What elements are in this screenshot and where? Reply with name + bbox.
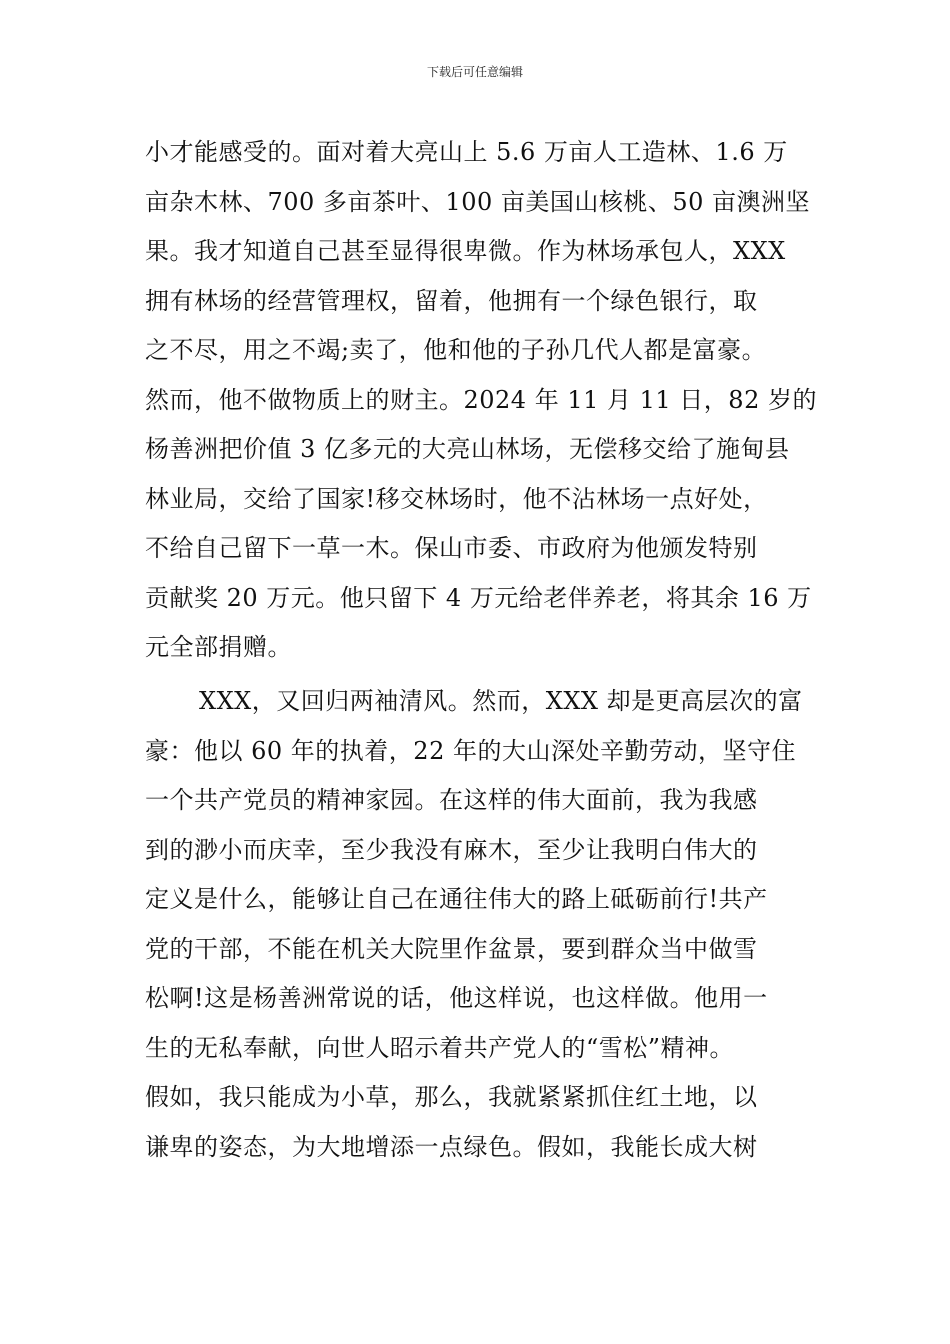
text-line: 拥有林场的经营管理权，留着，他拥有一个绿色银行，取: [145, 286, 758, 315]
text-line: 林业局，交给了国家!移交林场时，他不沾林场一点好处，: [145, 484, 768, 513]
text-line: 谦卑的姿态，为大地增添一点绿色。假如，我能长成大树: [145, 1132, 758, 1161]
text-line: 假如，我只能成为小草，那么，我就紧紧抓住红土地，以: [145, 1083, 758, 1111]
text-line: 松啊!这是杨善洲常说的话，他这样说，也这样做。他用一: [145, 984, 768, 1012]
text-line: 一个共产党员的精神家园。在这样的伟大面前，我为我感: [145, 786, 758, 814]
text-line: 然而，他不做物质上的财主。2024 年 11 月 11 日，82 岁的: [145, 385, 817, 414]
paragraph-1: [145, 128, 817, 673]
text-line: 小才能感受的。面对着大亮山上 5.6 万亩人工造林、1.6 万: [145, 138, 788, 166]
paragraph-2: [145, 677, 810, 1172]
text-line: 杨善洲把价值 3 亿多元的大亮山林场，无偿移交给了施甸县: [145, 435, 790, 463]
text-line: 亩杂木林、700 多亩茶叶、100 亩美国山核桃、50 亩澳洲坚: [145, 187, 811, 216]
page-header-note: 下载后可任意编辑: [426, 65, 523, 79]
text-line: 党的干部，不能在机关大院里作盆景，要到群众当中做雪: [145, 934, 758, 963]
text-line: 贡献奖 20 万元。他只留下 4 万元给老伴养老，将其余 16 万: [145, 583, 812, 612]
document-body: [145, 128, 817, 1172]
text-line: 到的渺小而庆幸，至少我没有麻木，至少让我明白伟大的: [145, 835, 758, 864]
text-line: 不给自己留下一草一木。保山市委、市政府为他颁发特别: [145, 534, 758, 562]
text-line: 果。我才知道自己甚至显得很卑微。作为林场承包人，XXX: [145, 237, 786, 265]
text-line: 生的无私奉献，向世人昭示着共产党人的“雪松”精神。: [145, 1033, 735, 1062]
text-line: 定义是什么，能够让自己在通往伟大的路上砥砺前行!共产: [145, 885, 768, 913]
text-line: 豪：他以 60 年的执着，22 年的大山深处辛勤劳动，坚守住: [145, 736, 796, 765]
text-line: 元全部捐赠。: [145, 633, 292, 661]
text-line: 之不尽，用之不竭;卖了，他和他的子孙几代人都是富豪。: [145, 336, 767, 364]
text-line: XXX，又回归两袖清风。然而，XXX 却是更高层次的富: [199, 687, 803, 715]
